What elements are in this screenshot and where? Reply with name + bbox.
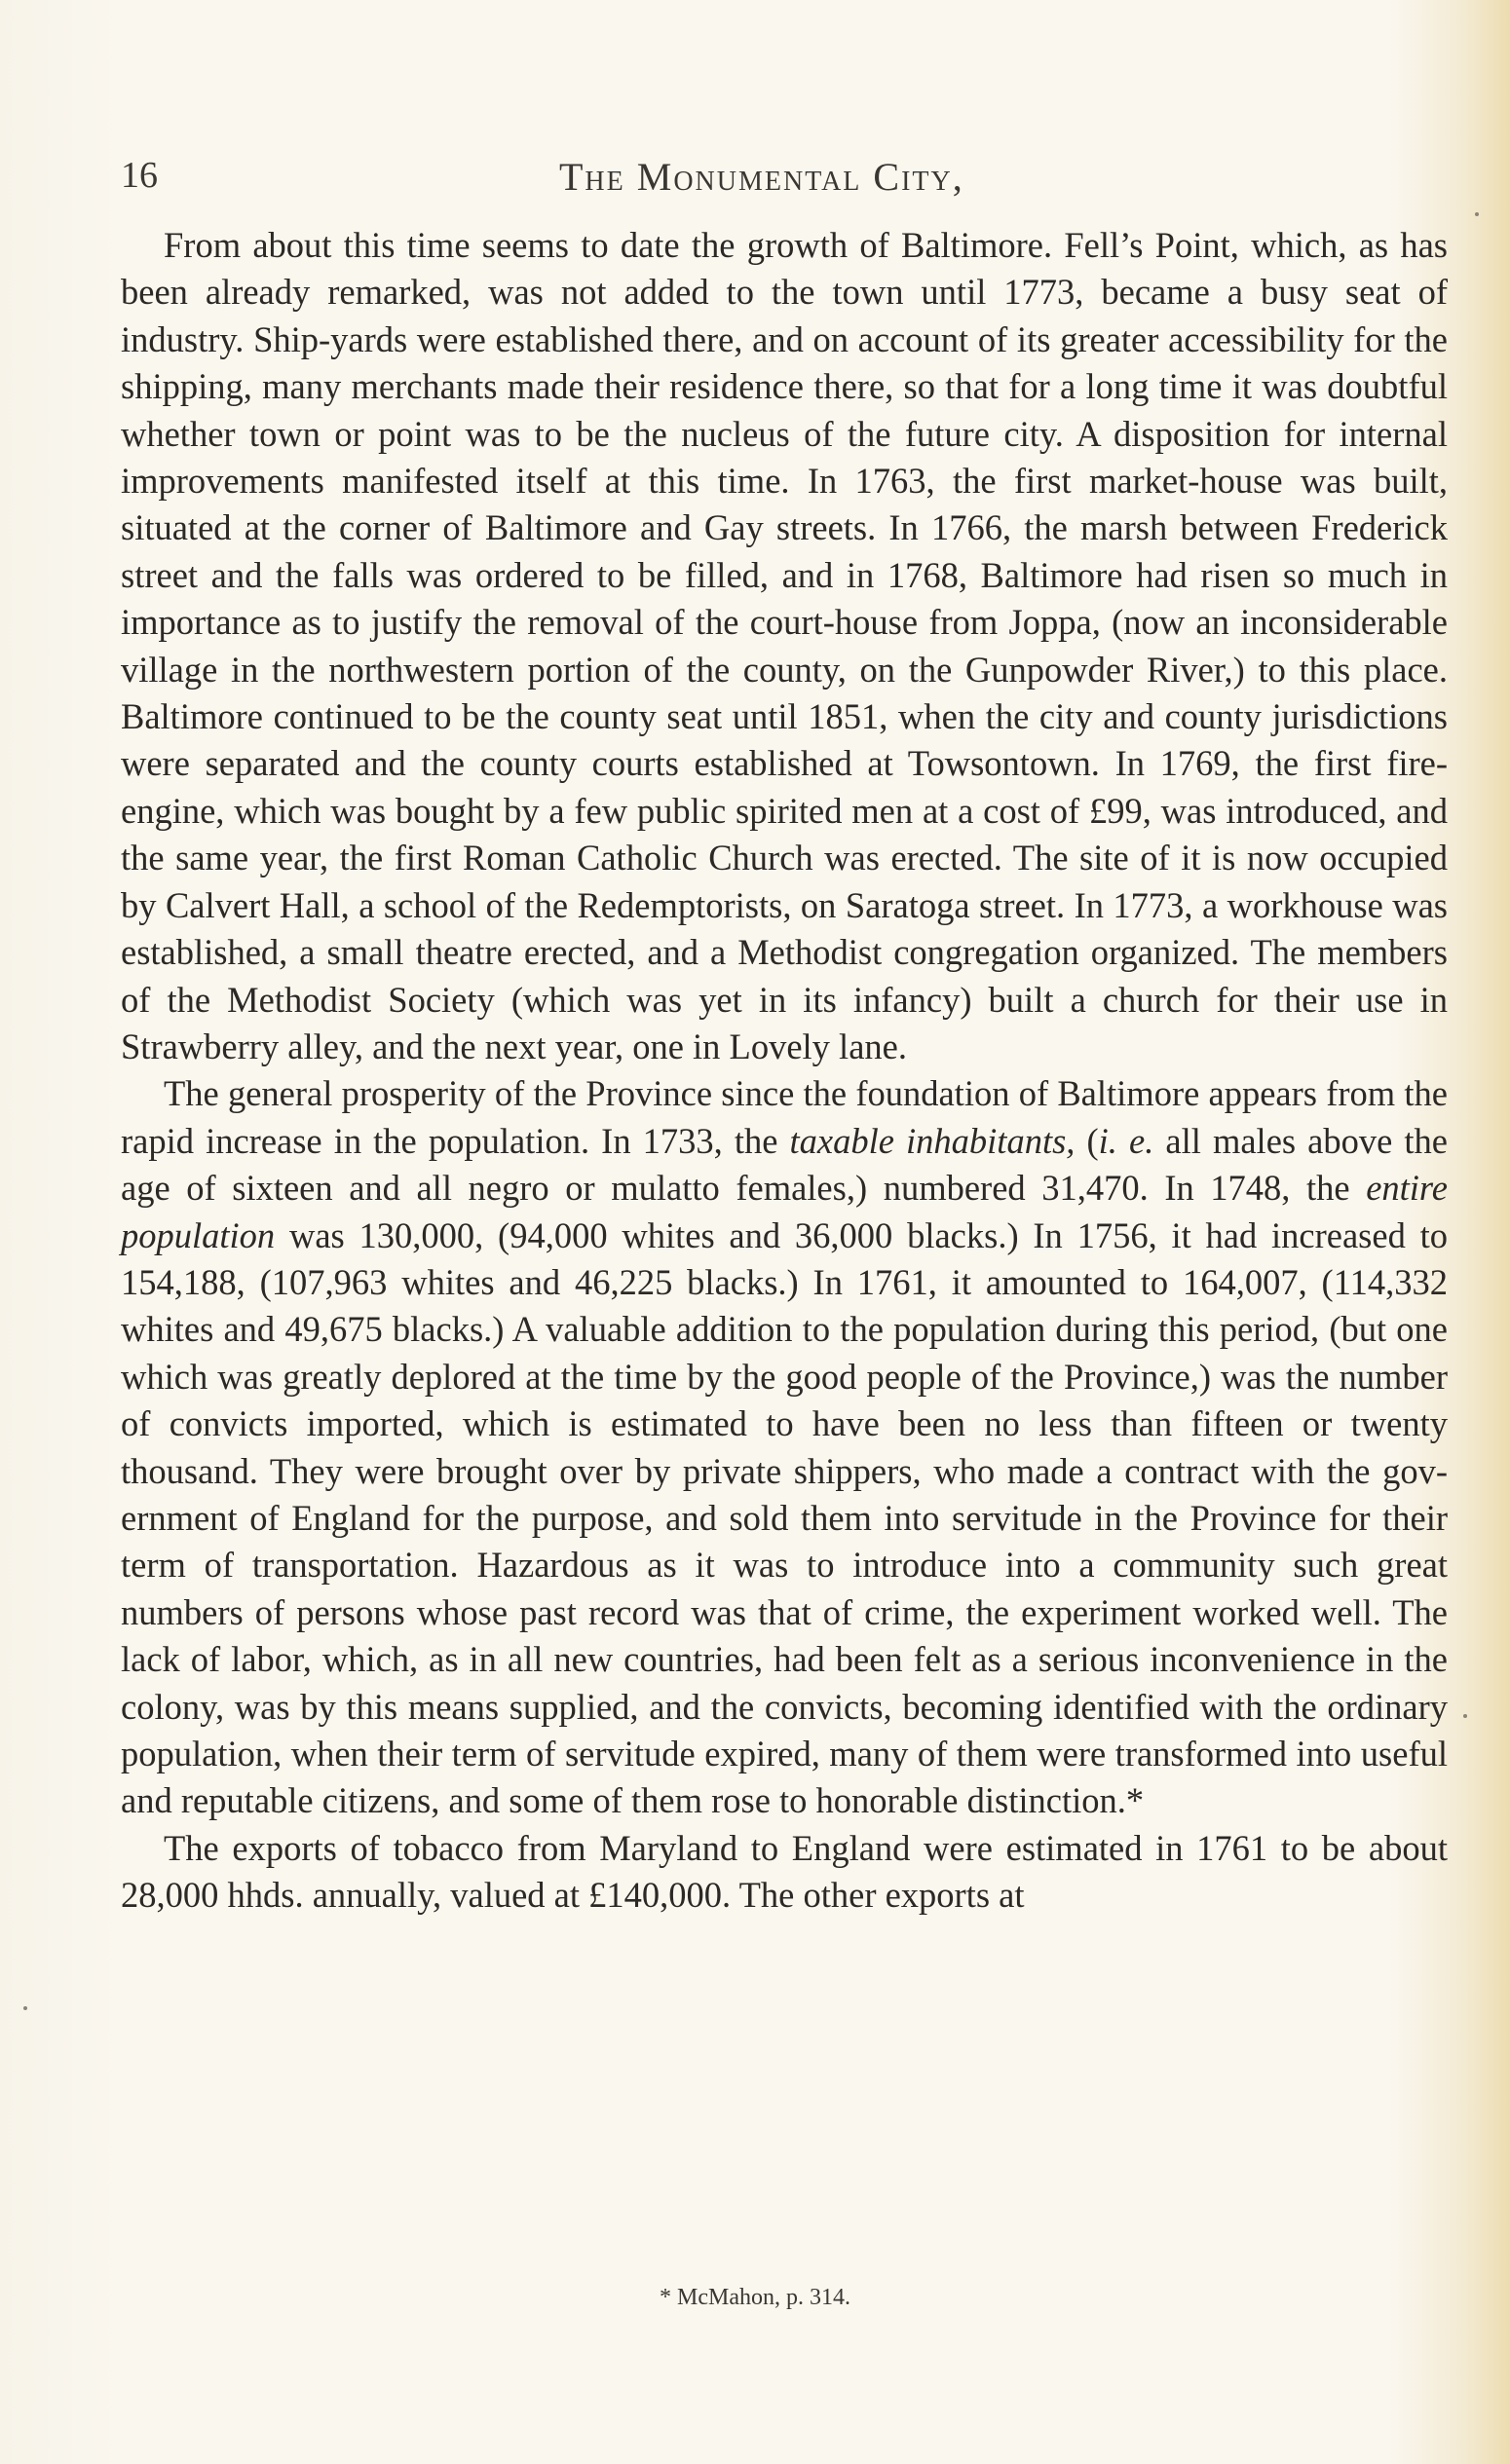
page-number: 16 [121,155,158,196]
body-text [121,222,1448,1920]
page-speck [1463,1714,1467,1718]
page-speck [1475,212,1479,216]
text-run: The general prosperity of the Province since the foundation of Baltimore appears from the rapid increase in the population. In 1733, the [121,1073,1448,1161]
text-run: From about this time seems to date the growth of Baltimore. Fell’s Point, which, as has been already remarked, was not added to the town until 1773, became a busy seat of industry. Ship-yards were established there, and on account of its greater accessibility for the shipping, many merchants made their residence there, so that for a long time it was doubtful whether town or point was to be the nucleus of the future city. A disposition for internal improvements manifested itself at this time. In 1763, the first market-house was built, situated at the corner of Baltimore and Gay streets. In 1766, the marsh between Frederick street and the falls was ordered to be filled, and in 1768, Baltimore had risen so much in importance as to justify the removal of the court-house from Joppa, (now an inconsiderable village in the northwestern portion of the county, on the Gunpowder River,) to this place. Baltimore continued to be the county seat until 1851, when the city and county jurisdictions were separated and the county courts established at Towsontown. In 1769, the first fire-engine, which was bought by a few public spirited men at a cost of £99, was introduced, and the same year, the first Roman Catholic Church was erected. The site of it is now occupied by Calvert Hall, a school of the Redemptorists, on Saratoga street. In 1773, a workhouse was established, a small theatre erected, and a Methodist congregation organized. The members of the Methodist Society (which was yet in its infancy) built a church for their use in Strawberry alley, and the next year, one in Lovely lane. [121,225,1448,1066]
text-run: was 130,000, (94,000 whites and 36,000 blacks.) In 1756, it had increased to 154,188, (107,963 whites and 46,225 blacks.) In 1761, it amounted to 164,007, (114,332 whites and 49,675 blacks.) A valuable addition to the population during this period, (but one which was greatly deplored at the time by the good people of the Province,) was the number of convicts imported, which is estimated to have been no less than fifteen or twenty thousand. They were brought over by private shippers, who made a contract with the government of England for the purpose, and sold them into servitude in the Province for their term of transportation. Hazardous as it was to introduce into a community such great numbers of persons whose past record was that of crime, the experiment worked well. The lack of labor, which, as in all new countries, had been felt as a serious inconvenience in the colony, was by this means supplied, and the convicts, becoming identified with the ordinary population, when their term of servitude expired, many of them were transformed into useful and reputable citizens, and some of them rose to honorable distinction.* [121,1214,1448,1821]
italic-text-run: entire population [121,1168,1448,1255]
page-header [121,154,1469,212]
footnote: * McMahon, p. 314. [660,2285,850,2310]
text-run: ( [1075,1120,1099,1161]
page-speck [23,2006,27,2010]
italic-text-run: taxable inhabitants, [789,1120,1076,1161]
running-head: The Monumental City, [559,155,964,199]
italic-text-run: i. e. [1098,1120,1154,1161]
text-run: The exports of tobacco from Maryland to England were estimated in 1761 to be about 28,000 hhds. annually, valued at £140,000. The other exports at [121,1827,1448,1916]
paragraph-population [121,1070,1448,1825]
paragraph-exports [121,1825,1448,1920]
paragraph-growth-of-baltimore [121,222,1448,1070]
text-run: all males above the age of sixteen and all negro or mulatto females,) numbered 31,470. In 1748, the [121,1120,1448,1209]
